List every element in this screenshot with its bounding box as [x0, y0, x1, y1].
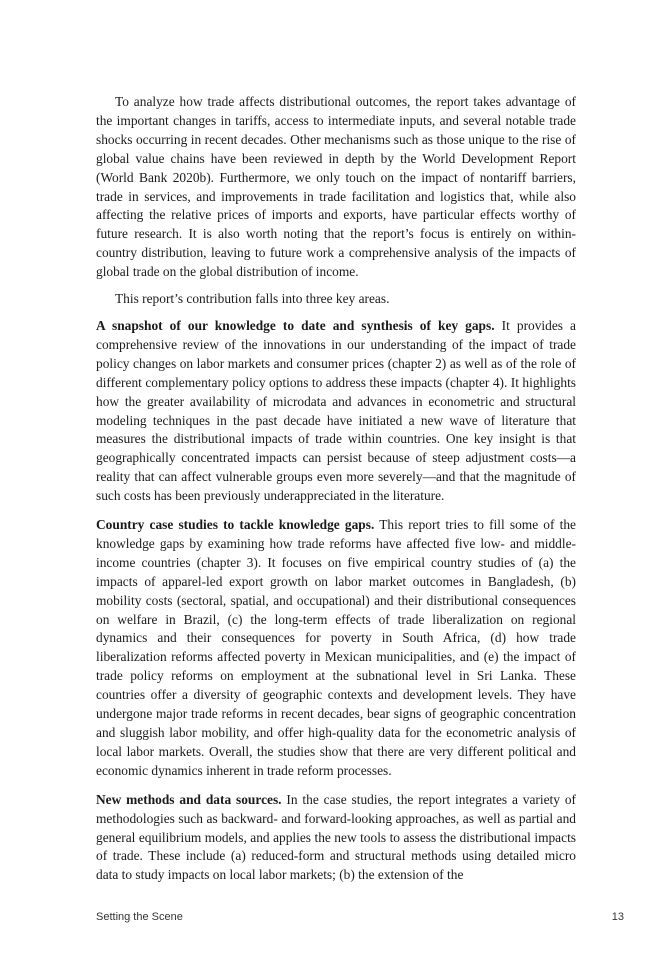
case-studies-body: This report tries to fill some of the knowledge gaps by examining how trade reforms have affected five low- and middle-income countries (chapter 3). It focuses on five empirical country studies of (a) the impacts of apparel-led export growth on labor market outcomes in Bangladesh, (b) mobility costs (sectoral, spatial, and occupational) and their distributional consequences on welfare in Brazil, (c) the long-term effects of trade liberalization on regional dynamics and their consequences for poverty in South Africa, (d) how trade liberalization reforms affected poverty in Mexican municipalities, and (e) the impact of trade policy reforms on employment at the subnational level in Sri Lanka. These countries offer a diversity of geographic contexts and development levels. They have undergone major trade reforms in recent decades, bear signs of geographic concentration and sluggish labor mobility, and offer high-quality data for the econometric analysis of local labor markets. Overall, the studies show that there are very different political and economic dynamics inherent in trade reform processes.	[96, 517, 576, 778]
body-text	[96, 93, 576, 885]
paragraph-snapshot	[96, 317, 576, 506]
paragraph-methods	[96, 791, 576, 886]
case-studies-lead: Country case studies to tackle knowledge gaps.	[96, 517, 375, 533]
footer-page-number: 13	[611, 911, 624, 923]
paragraph-intro: To analyze how trade affects distributional outcomes, the report takes advantage of the important changes in tariffs, access to intermediate inputs, and several notable trade shocks occurring in recent decades. Other mechanisms such as those unique to the rise of global value chains have been reviewed in depth by the World Development Report (World Bank 2020b). Furthermore, we only touch on the impact of nontariff barriers, trade in services, and improvements in trade facilitation and logistics that, while also affecting the relative prices of imports and exports, have particular effects worthy of future research. It is also worth noting that the report’s focus is entirely on within-country distribution, leaving to future work a comprehensive analysis of the impacts of global trade on the global distribution of income.	[96, 94, 576, 280]
snapshot-lead: A snapshot of our knowledge to date and synthesis of key gaps.	[96, 317, 495, 333]
paragraph-contribution: This report’s contribution falls into three key areas.	[115, 291, 390, 307]
paragraph-case-studies	[96, 516, 576, 781]
methods-body: In the case studies, the report integrates a variety of methodologies such as backward- and forward-looking approaches, as well as partial and general equilibrium models, and applies the new tools to assess the distributional impacts of trade. These include (a) reduced-form and structural methods using detailed micro data to study impacts on local labor markets; (b) the extension of the	[96, 791, 576, 883]
footer-section-title: Setting the Scene	[96, 911, 183, 923]
snapshot-body: It provides a comprehensive review of the innovations in our understanding of the impact of trade policy changes on labor markets and consumer prices (chapter 2) as well as of the role of different complementary policy options to address these impacts (chapter 4). It highlights how the greater availability of microdata and advances in econometric and structural modeling techniques in the past decade have initiated a new wave of literature that measures the distributional impacts of trade within countries. One key insight is that geographically concentrated impacts can persist because of steep adjustment costs—a reality that can affect vulnerable groups even more severely—and that the magnitude of such costs has been previously underappreciated in the literature.	[96, 317, 576, 504]
methods-lead: New methods and data sources.	[96, 791, 282, 807]
